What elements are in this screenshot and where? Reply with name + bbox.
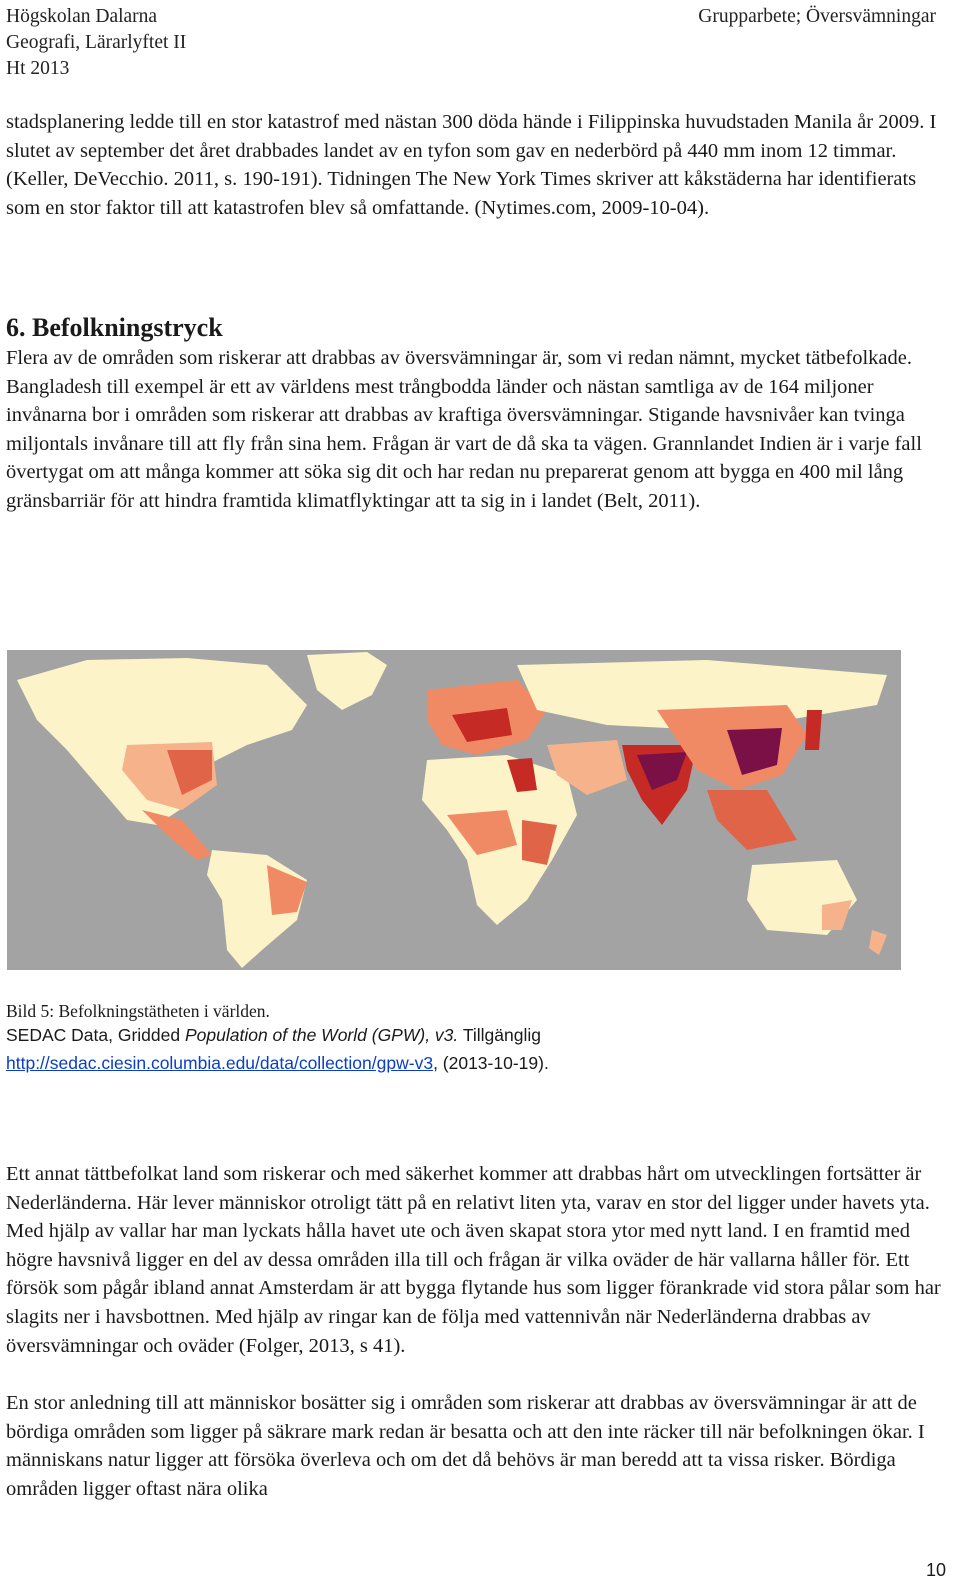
source-date: , (2013-10-19). bbox=[433, 1053, 549, 1073]
section-heading: 6. Befolkningstryck bbox=[6, 313, 223, 342]
source-prefix: SEDAC Data, Gridded bbox=[6, 1025, 185, 1045]
page-number: 10 bbox=[925, 1560, 946, 1580]
header-term: Ht 2013 bbox=[6, 58, 70, 79]
paragraph-netherlands: Ett annat tättbefolkat land som riskerar och med säkerhet kommer att drabbas hårt om utvecklingen fortsätter är Nederländerna. Här lever människor otroligt tätt på en relativt liten yta, varav en stor del ligger under havets yta. Med hjälp av vallar har man lyckats hålla havet ute och även skapat stora ytor med nytt land. I en framtid med högre havsnivå ligger en del av dessa områden illa till och frågan är vilka oväder de här vallarna håller för. Ett försök som pågår ibland annat Amsterdam är att bygga flytande hus som ligger förankrade vid stora pålar som har slagits ner i havsbottnen. Med hjälp av ringar kan de följa med vattennivån när Nederländerna drabbas av översvämningar och oväder (Folger, 2013, s 41). bbox=[6, 1163, 941, 1357]
paragraph-settlement: En stor anledning till att människor bosätter sig i områden som riskerar att drabbas av översvämningar är att de bördiga områden som ligger på säkrare mark redan är besatta och att den inte räcker till när befolkningen ökar. I människans natur ligger att försöka överleva och om det då behövs är man beredd att ta vissa risker. Bördiga områden ligger oftast nära olika bbox=[6, 1392, 925, 1500]
figure-source-link-line bbox=[6, 1050, 549, 1076]
header-school: Högskolan Dalarna bbox=[6, 6, 158, 27]
header-title: Grupparbete; Översvämningar bbox=[698, 6, 936, 27]
source-title: Population of the World (GPW), v3. bbox=[184, 1025, 459, 1045]
source-link[interactable]: http://sedac.ciesin.columbia.edu/data/collection/gpw-v3 bbox=[6, 1053, 434, 1073]
source-suffix: Tillgänglig bbox=[458, 1025, 541, 1045]
world-map-graphic bbox=[7, 650, 901, 970]
page-header-left bbox=[6, 4, 186, 82]
figure-caption: Bild 5: Befolkningstätheten i världen. bbox=[6, 1001, 270, 1021]
population-density-map bbox=[7, 650, 901, 970]
paragraph-population-pressure: Flera av de områden som riskerar att drabbas av översvämningar är, som vi redan nämnt, mycket tätbefolkade. Bangladesh till exempel är ett av världens mest trångbodda länder och nästan samtliga av de 164 miljoner invånarna bor i områden som riskerar att drabbas av kraftiga översvämningar. Stigande havsnivåer kan tvinga miljontals invånare till att fly från sina hem. Frågan är vart de då ska ta vägen. Grannlandet Indien är i varje fall övertygat om att många kommer att söka sig dit och har redan nu preparerat genom att bygga en 400 mil lång gränsbarriär för att hindra framtida klimatflyktingar att ta sig in i landet (Belt, 2011). bbox=[6, 347, 922, 512]
paragraph-intro: stadsplanering ledde till en stor katastrof med nästan 300 döda hände i Filippinska huvudstaden Manila år 2009. I slutet av september det året drabbades landet av en tyfon som gav en nederbörd på 440 mm inom 12 timmar. (Keller, DeVecchio. 2011, s. 190-191). Tidningen The New York Times skriver att kåkstäderna har identifierats som en stor faktor till att katastrofen blev så omfattande. (Nytimes.com, 2009-10-04). bbox=[6, 111, 937, 219]
header-program: Geografi, Lärarlyftet II bbox=[6, 32, 187, 53]
figure-source bbox=[6, 1022, 541, 1048]
